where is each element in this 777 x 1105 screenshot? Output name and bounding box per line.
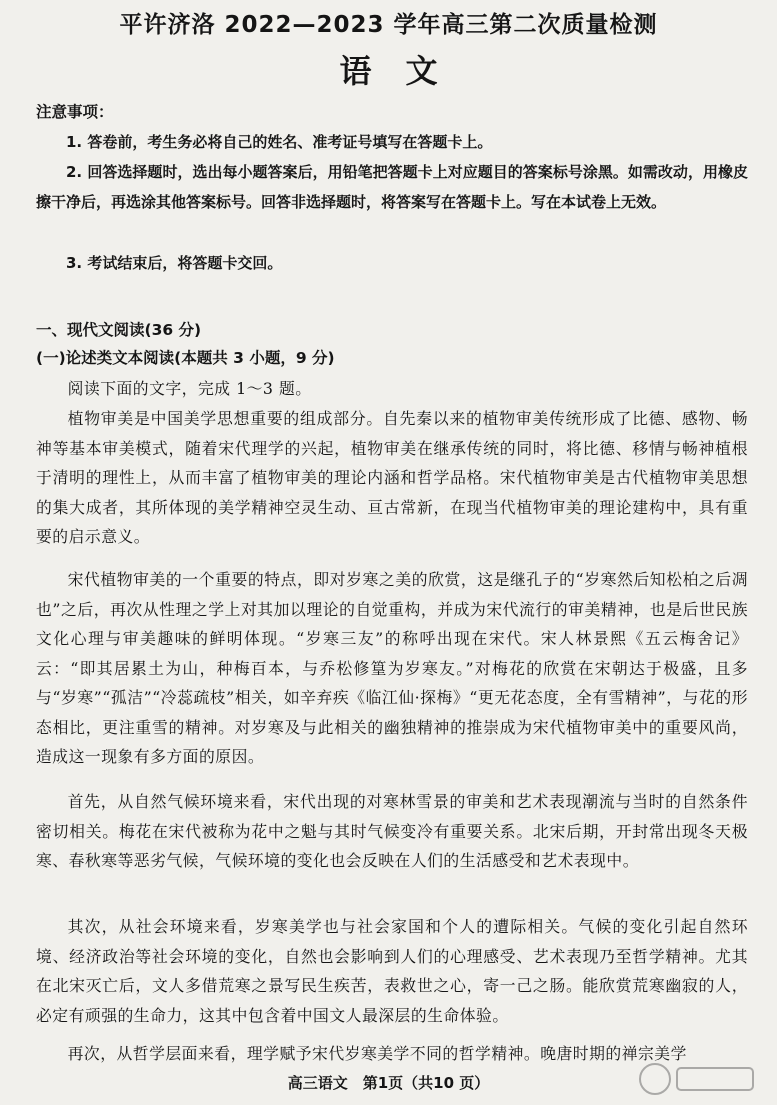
subject-title: 语文 — [339, 52, 472, 90]
section-title: 一、现代文阅读(36 分) — [36, 321, 202, 339]
passage-paragraph-1: 植物审美是中国美学思想重要的组成部分。自先秦以来的植物审美传统形成了比德、感物、畅神等基本审美模式，随着宋代理学的兴起，植物审美在继承传统的同时，将比德、移情与畅神植根于清明的理性上，从而丰富了植物审美的理论内涵和哲学品格。宋代植物审美是古代植物审美思想的集大成者，其所体现的美学精神空灵生动、亘古常新，在现当代植物审美的理论建构中，具有重要的启示意义。 — [36, 409, 748, 546]
passage-paragraph-2: 宋代植物审美的一个重要的特点，即对岁寒之美的欣赏，这是继孔子的“岁寒然后知松柏之后凋也”之后，再次从性理之学上对其加以理论的自觉重构，并成为宋代流行的审美精神，也是后世民族文化心理与审美趣味的鲜明体现。“岁寒三友”的称呼出现在宋代。宋人林景熙《五云梅舍记》云：“即其居累土为山，种梅百本，与乔松修篁为岁寒友。”对梅花的欣赏在宋朝达于极盛，且多与“岁寒”“孤洁”“冷蕊疏枝”相关，如辛弃疾《临江仙·探梅》“更无花态度，全有雪精神”，与花的形态相比，更注重雪的精神。对岁寒及与此相关的幽独精神的推崇成为宋代植物审美中的重要风尚，造成这一现象有多方面的原因。 — [36, 570, 748, 766]
watermark-stamp-icon — [637, 1060, 757, 1098]
section-subtitle: (一)论述类文本阅读(本题共 3 小题，9 分) — [36, 349, 335, 367]
passage-paragraph-5: 再次，从哲学层面来看，理学赋予宋代岁寒美学不同的哲学精神。晚唐时期的禅宗美学 — [67, 1044, 687, 1063]
passage-paragraph-4: 其次，从社会环境来看，岁寒美学也与社会家国和个人的遭际相关。气候的变化引起自然环境、经济政治等社会环境的变化，自然也会影响到人们的心理感受、艺术表现乃至哲学精神。尤其在北宋灭亡后，文人多借荒寒之景写民生疾苦，表救世之心，寄一己之肠。能欣赏荒寒幽寂的人，必定有顽强的生命力，这其中包含着中国文人最深层的生命体验。 — [36, 917, 748, 1025]
notice-item-2: 2. 回答选择题时，选出每小题答案后，用铅笔把答题卡上对应题目的答案标号涂黑。如需改动，用橡皮擦干净后，再选涂其他答案标号。回答非选择题时，将答案写在答题卡上。写在本试卷上无效。 — [36, 163, 748, 211]
notice-heading: 注意事项： — [36, 103, 114, 121]
notice-item-3: 3. 考试结束后，将答题卡交回。 — [66, 254, 283, 272]
instruction-text: 阅读下面的文字，完成 1～3 题。 — [67, 379, 312, 398]
page-footer: 高三语文 第1页（共10 页） — [287, 1074, 490, 1092]
exam-title: 平许济洛 2022—2023 学年高三第二次质量检测 — [119, 12, 658, 38]
notice-item-1: 1. 答卷前，考生务必将自己的姓名、准考证号填写在答题卡上。 — [66, 133, 493, 151]
passage-paragraph-3: 首先，从自然气候环境来看，宋代出现的对寒林雪景的审美和艺术表现潮流与当时的自然条件密切相关。梅花在宋代被称为花中之魁与其时气候变冷有重要关系。北宋后期，开封常出现冬天极寒、春秋寒等恶劣气候，气候环境的变化也会反映在人们的生活感受和艺术表现中。 — [36, 792, 748, 870]
